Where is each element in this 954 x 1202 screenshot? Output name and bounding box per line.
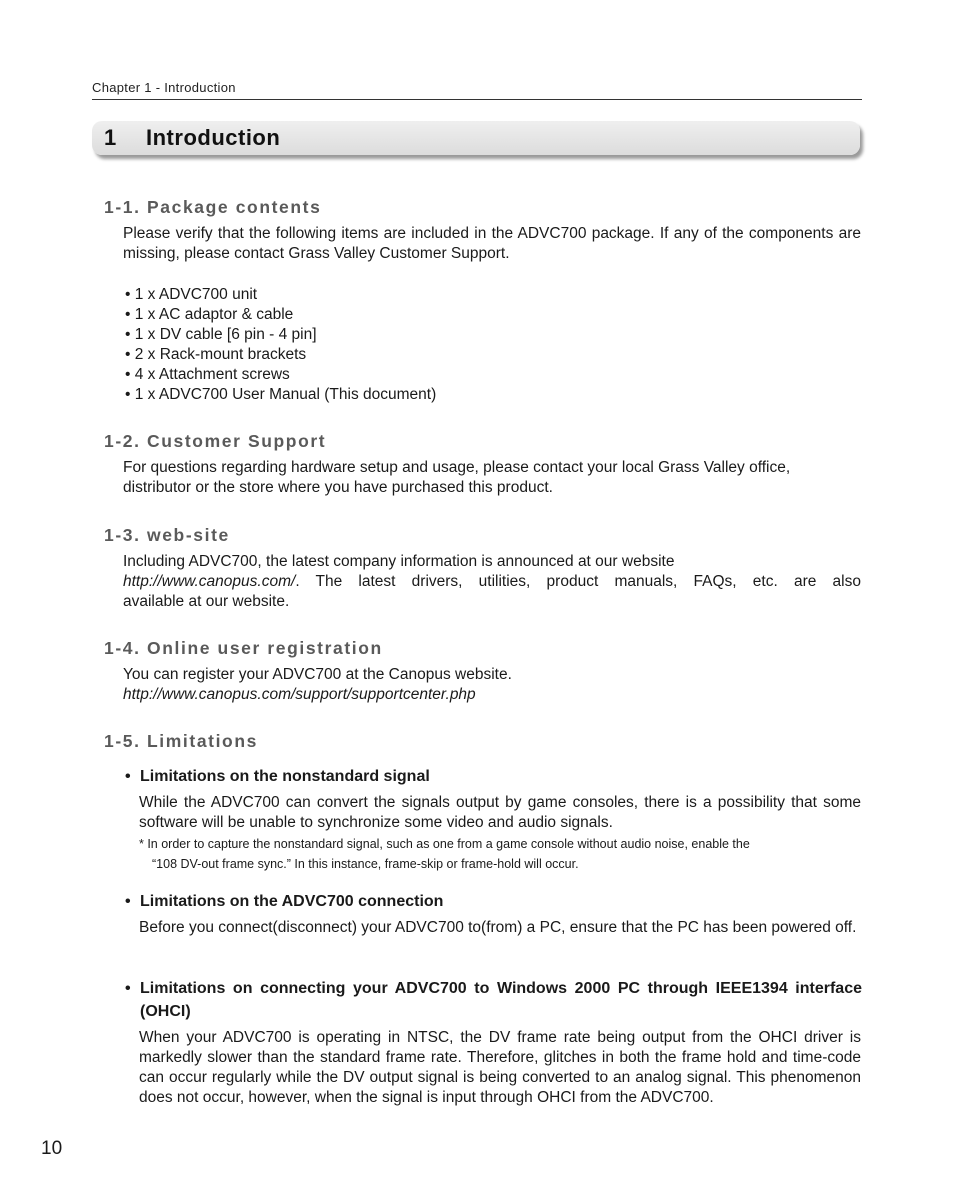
website-paragraph [123,552,861,612]
list-item: • 1 x AC adaptor & cable [125,305,436,325]
section-heading-limitations: 1-5. Limitations [104,731,258,751]
limitation-ohci-title-text: Limitations on connecting your ADVC700 to Windows 2000 PC through IEEE1394 interface (OHCI) [140,980,862,1020]
chapter-number: 1 [104,125,117,150]
page-number: 10 [41,1138,63,1159]
limitation-nonstandard-note [139,834,861,874]
section-heading-package-contents: 1-1. Package contents [104,197,322,217]
list-item: • 4 x Attachment screws [125,365,436,385]
registration-url-link[interactable]: http://www.canopus.com/support/supportcenter.php [123,686,476,703]
chapter-title-bar [92,121,860,155]
limitation-ohci-text: When your ADVC700 is operating in NTSC, the DV frame rate being output from the OHCI driver is markedly slower than the standard frame rate. Therefore, glitches in both the frame hold and time-code can occur regularly while the DV output signal is being converted to an analog signal. This phenomenon does not occur, however, when the signal is input through OHCI from the ADVC700. [139,1029,861,1106]
bullet: • [125,768,131,785]
list-item: • 1 x DV cable [6 pin - 4 pin] [125,325,436,345]
limitation-nonstandard-title [125,767,430,787]
chapter-title: Introduction [146,125,281,150]
website-line-2-text: . The latest drivers, utilities, product manuals, FAQs, etc. are also [295,573,861,590]
registration-text: You can register your ADVC700 at the Canopus website. [123,666,512,683]
section-heading-website: 1-3. web-site [104,525,230,545]
list-item: • 1 x ADVC700 unit [125,285,436,305]
package-item-list [125,285,436,405]
section-heading-registration: 1-4. Online user registration [104,638,383,658]
bullet: • [125,980,131,997]
support-text: For questions regarding hardware setup and usage, please contact your local Grass Valley office, distributor or the store where you have purchased this product. [123,459,791,496]
bullet: • [125,893,131,910]
website-line-3: available at our website. [123,593,290,610]
limitation-connection-text: Before you connect(disconnect) your ADVC700 to(from) a PC, ensure that the PC has been powered off. [139,919,857,936]
limitation-nonstandard-text: While the ADVC700 can convert the signals output by game consoles, there is a possibility that some software will be unable to synchronize some video and audio signals. [139,794,861,831]
list-item: • 2 x Rack-mount brackets [125,345,436,365]
website-line-2 [123,572,861,592]
limitation-ohci-title [125,977,862,1023]
registration-paragraph [123,665,861,705]
package-intro: Please verify that the following items are included in the ADVC700 package. If any of the components are missing, please contact Grass Valley Customer Support. [123,225,861,262]
section-heading-customer-support: 1-2. Customer Support [104,431,327,451]
limitation-nonstandard-title-text: Limitations on the nonstandard signal [140,768,430,785]
running-header: Chapter 1 - Introduction [92,80,862,100]
website-line-1: Including ADVC700, the latest company information is announced at our website [123,553,675,570]
limitation-connection-title [125,892,443,912]
website-url-link[interactable]: http://www.canopus.com/ [123,573,296,590]
note-line-1: * In order to capture the nonstandard signal, such as one from a game console without audio noise, enable the [139,837,750,851]
note-line-2: “108 DV-out frame sync.” In this instance, frame-skip or frame-hold will occur. [152,857,579,871]
list-item: • 1 x ADVC700 User Manual (This document) [125,385,436,405]
limitation-connection-title-text: Limitations on the ADVC700 connection [140,893,444,910]
